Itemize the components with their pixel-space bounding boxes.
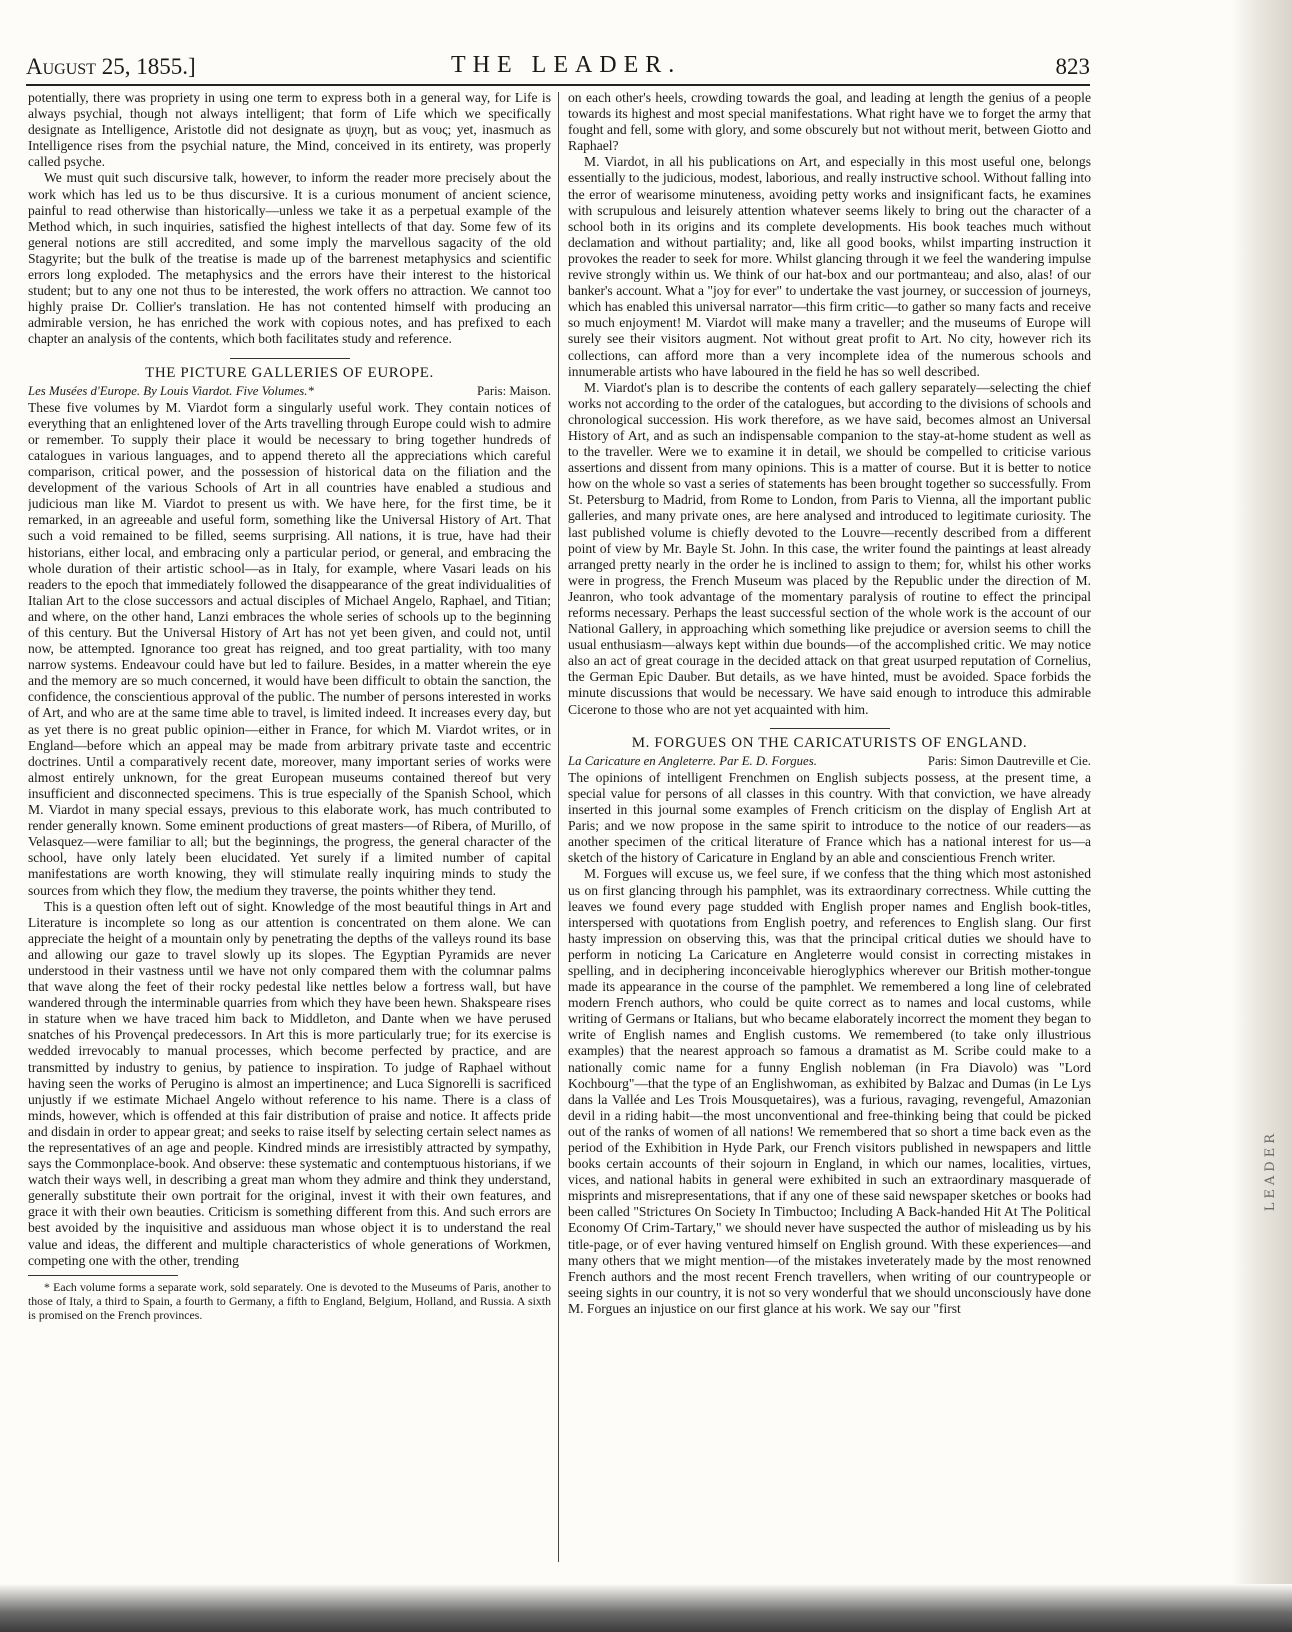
masthead-title: THE LEADER. <box>451 52 682 78</box>
book-byline <box>28 383 551 399</box>
section-title: M. FORGUES ON THE CARICATURISTS OF ENGLAND. <box>631 734 1028 751</box>
byline-publisher: Paris: Simon Dautreville et Cie. <box>927 753 1091 768</box>
paragraph: This is a question often left out of sight. Knowledge of the most beautiful things in Art and Literature is incomplete so long as our attention is concentrated on them alone. We can appreciate the height of a mountain only by penetrating the depths of the valleys round its base and allowing our gaze to travel slowly up its slopes. The Egyptian Pyramids are never understood in their vastness until we have not only compared them with the columnar palms that wave along the feet of their rocky pedestal like nettles below a fortress wall, but have wandered through the interminable quarries from which they have been hewn. Shakspeare rises in stature when we have traced him back to Middleton, and Dante when we have perused snatches of his Provençal predecessors. In Art this is more particularly true; for its exercise is wedded irrevocably to manual processes, which become perfected by practice, and are transmitted by industry to genius, by patience to inspiration. To judge of Raphael without having seen the works of Perugino is almost an impertinence; and Luca Signorelli is sacrificed unjustly if we estimate Michael Angelo without reference to his name. There is a class of minds, however, which is offended at this fair distribution of praise and notice. It affects pride and disdain in order to appear great; and seeks to raise itself by selecting certain select names as the representatives of an age and people. Kindred minds are irresistibly attracted by sympathy, says the Commonplace-book. And observe: these systematic and contemptuous historians, if we watch their ways well, in describing a great man whom they admire and think they understand, generally substitute their own portrait for the original, invest it with their own features, and grace it with their own beauties. Criticism is something different from this. And such errors are best avoided by the inquisitive and assiduous man whose object it is to understand the real value and ideas, the different and multiple characteristics of whole generations of Workmen, competing one with the other, trending <box>28 898 551 1268</box>
section-title: THE PICTURE GALLERIES OF EUROPE. <box>145 364 434 381</box>
paragraph: M. Viardot's plan is to describe the contents of each gallery separately—selecting the chief works not according to the order of the catalogues, but according to the divisions of schools and chronological succession. His work therefore, as we have said, becomes almost an Universal History of Art, and as such an indispensable companion to the stay-at-home student as well as to the traveller. Were we to examine it in detail, we should be compelled to criticise various assertions and dissent from many opinions. This is a matter of course. But it is better to notice how on the whole so vast a series of statements has been brought together so successfully. From St. Petersburg to Madrid, from Rome to London, from Paris to Vienna, all the important public galleries, and many private ones, are here analysed and introduced to legitimate curiosity. The last published volume is chiefly devoted to the Louvre—recently described from a different point of view by Mr. Bayle St. John. In this case, the writer found the paintings at least already arranged pretty nearly in the order he is inclined to assign to them; for, whilst his other works were in progress, the French Museum was placed by the Republic under the direction of M. Jeanron, who took advantage of the momentary paralysis of routine to effect the principal reforms necessary. Perhaps the least successful section of the whole work is the account of our National Gallery, in approaching which something like prejudice or aversion seems to chill the usual enthusiasm—always kept within due bounds—of the accomplished critic. We may notice also an act of great courage in the decided attack on that great usurped reputation of Cornelius, the German Epic Dauber. But details, as we have hinted, must be avoided. Space forbids the minute discussions that would be necessary. We have said enough to introduce this admirable Cicerone to those who are not yet acquainted with him. <box>568 379 1091 717</box>
scan-bottom-edge <box>0 1584 1292 1632</box>
paragraph: M. Forgues will excuse us, we feel sure, if we confess that the thing which most astonished us on first glancing through his pamphlet, was its extraordinary correctness. While cutting the leaves we found every page studded with English proper names and English book-titles, interspersed with quotations from English poetry, and references to English slang. Our first hasty impression on observing this, was that the principal critical duties we should have to perform in noticing La Caricature en Angleterre would consist in correcting mistakes in spelling, and in deciphering inconceivable hieroglyphics wherever our British mother-tongue made its appearance in the course of the pamphlet. We remembered a long line of celebrated modern French authors, who could be quite correct as to names and local customs, while writing of Germans or Italians, but who became elaborately incorrect the moment they began to write of English names and English customs. We remembered (to take only illustrious examples) that the nearest approach so famous a dramatist as M. Scribe could make to a nationally comic name for a funny English nobleman (in Fra Diavolo) was "Lord Kochbourg"—that the type of an Englishwoman, as exhibited by Balzac and Dumas (in Le Lys dans la Vallée and Les Trois Mousquetaires), was a furious, ravaging, revengeful, Amazonian devil in a riding habit—the most unconventional and free-thinking being that could be picked out of the ranks of women of all nations! We remembered that so short a time back even as the period of the Exhibition in Hyde Park, our French visitors published in newspapers and little books certain accounts of their sojourn in England, in which our names, localities, virtues, vices, and national habits in general were exhibited in such an extraordinary masquerade of misprints and misrepresentations, that if any one of these said newspaper sketches or books had been called "Strictures On Society In Timbuctoo; Including A Back-handed Hit At The Political Economy Of Crim-Tartary," we should never have suspected the author of misleading us by his title-page, or of ever having ventured himself on English ground. With these experiences—and many others that we might mention—of the mistakes inveterately made by the most renowned French authors and the most recent French travellers, when writing of our countrypeople or seeing sights in our country, it is not so very wonderful that we should unconsciously have done M. Forgues an injustice on our first glance at his work. We say our "first <box>568 866 1091 1316</box>
paragraph: The opinions of intelligent Frenchmen on English subjects possess, at the present time, a special value for persons of all classes in this country. With that conviction, we have already inserted in this journal some examples of French criticism on the display of English Art at Paris; and we now propose in the same spirit to introduce to the notice of our readers—as another specimen of the critical literature of France which has a national interest for us—a sketch of the history of Caricature in England by an able and conscientious French writer. <box>568 769 1091 866</box>
book-byline <box>568 753 1091 769</box>
page-edge-shadow <box>1232 0 1292 1632</box>
paragraph: on each other's heels, crowding towards the goal, and leading at length the genius of a people towards its highest and most special manifestations. What right have we to forget the army that fought and fell, some with glory, and some obscurely but not without merit, between Giotto and Raphael? <box>568 90 1091 154</box>
section-separator <box>770 728 890 729</box>
column-divider <box>558 92 559 1562</box>
footnote: * Each volume forms a separate work, sold separately. One is devoted to the Museums of Paris, another to those of Italy, a third to Spain, a fourth to Germany, a fifth to England, Belgium, Holland, and Russia. A sixth is promised on the French provinces. <box>28 1279 551 1322</box>
spine-text: LEADER <box>1263 1130 1278 1212</box>
running-header <box>26 52 1090 82</box>
footnote-rule <box>28 1275 178 1276</box>
left-column <box>28 90 551 1565</box>
byline-publisher: Paris: Maison. <box>477 383 551 398</box>
header-rule <box>26 84 1090 86</box>
paragraph: M. Viardot, in all his publications on Art, and especially in this most useful one, belongs essentially to the judicious, modest, laborious, and really instructive school. Without falling into the error of wearisome minuteness, avoiding petty works and insignificant facts, he examines with scrupulous and leisurely attention whatever seems likely to bring out the character of a school both in its origins and its complete developments. His book teaches much without declamation and without partiality; and, like all good books, whilst imparting instruction it provokes the reader to seek for more. Whilst glancing through it we feel the wandering impulse revive strongly within us. We think of our hat-box and our portmanteau; and also, alas! of our banker's account. What a "joy for ever" to undertake the vast journey, or succession of journeys, which has enabled this universal narrator—this firm critic—to gather so many facts and receive so much enjoyment! M. Viardot will make many a traveller; and the museums of Europe will surely see their visitors augment. Not without great profit to Art. No city, however rich its collections, can afford more than a very incomplete idea of the numerous schools and innumerable artists who have laboured in the field he has so well described. <box>568 154 1091 379</box>
paragraph: These five volumes by M. Viardot form a singularly useful work. They contain notices of everything that an enlightened lover of the Arts travelling through Europe could wish to admire or remember. To supply their place it would be necessary to bring together hundreds of catalogues in various languages, and to append thereto all the appreciations which careful comparison, critical power, and the possession of historical data on the filiation and the development of the various Schools of Art in all countries have enabled a studious and judicious man like M. Viardot to present us with. We have here, for the first time, be it remarked, in an agreeable and useful form, something like the Universal History of Art. That such a void remained to be filled, seems surprising. All nations, it is true, have had their historians, either local, and embracing only a particular period, or general, and embracing the whole duration of their artistic school—as in Italy, for example, where Vasari leads on his readers to the epoch that immediately followed the disappearance of the great individualities of Italian Art to the close successors and actual disciples of Michael Angelo, Raphael, and Titian; and where, on the other hand, Lanzi embraces the whole series of schools up to the beginning of this century. But the Universal History of Art has not yet been given, and could not, until now, be attempted. Ignorance too great has reigned, and too great partiality, with too many narrow systems. Endeavour could have but led to failure. Besides, in a matter wherein the eye and the memory are so much concerned, it would have been difficult to obtain the sanction, the confidence, the conscientious approval of the public. The number of persons interested in works of Art, and who are at the same time able to travel, is limited indeed. It increases every day, but as yet there is no great public opinion—either in France, for which M. Viardot writes, or in England—before which an appeal may be made from arbitrary private taste and eccentric doctrines. Until a comparatively recent date, moreover, many important series of works were almost entirely unknown, for the great European museums contained thereof but very insufficient and disconnected specimens. This is true especially of the Spanish School, which M. Viardot in many special essays, previous to this elaborate work, has much contributed to render generally known. Some eminent productions of great masters—of Ribera, of Murillo, of Velasquez—were familiar to all; but the beginnings, the progress, the general character of the school, have only lately been elucidated. Yet surely if a limited number of capital manifestations are worth knowing, they will stimulate really inquiring minds to study the sources from which they flow, the medium they traverse, the points whither they tend. <box>28 399 551 898</box>
section-separator <box>230 358 350 359</box>
byline-book: Les Musées d'Europe. By Louis Viardot. Five Volumes.* <box>28 383 314 398</box>
byline-book: La Caricature en Angleterre. Par E. D. Forgues. <box>568 753 817 768</box>
paragraph: potentially, there was propriety in using one term to express both in a general way, for Life is always psychial, though not always intelligent; that form of Life which we specifically designate as Intelligence, Aristotle did not designate as ψυχη, but as νους; yet, inasmuch as Intelligence rises from the psychial nature, the Mind, conceived in its entirety, was properly called psyche. <box>28 90 551 170</box>
paragraph: We must quit such discursive talk, however, to inform the reader more precisely about the work which has led us to be thus discursive. It is a curious monument of ancient science, painful to read otherwise than historically—unless we take it as a perpetual example of the Method which, in such inquiries, satisfied the highest intellects of that day. Some few of its general notions are still accredited, and some imply the marvellous sagacity of the old Stagyrite; but the bulk of the treatise is made up of the barrenest metaphysics and scientific errors long exploded. The metaphysics and the errors have their interest to the historical student; but to any one not thus to be interested, the work offers no attraction. We cannot too highly praise Dr. Collier's translation. He has not contented himself with producing an admirable version, he has enriched the work with copious notes, and has prefixed to each chapter an analysis of the contents, which both facilitates study and reference. <box>28 170 551 347</box>
issue-date: August 25, 1855.] <box>26 54 196 79</box>
page-number: 823 <box>1055 54 1090 79</box>
right-column <box>568 90 1091 1565</box>
